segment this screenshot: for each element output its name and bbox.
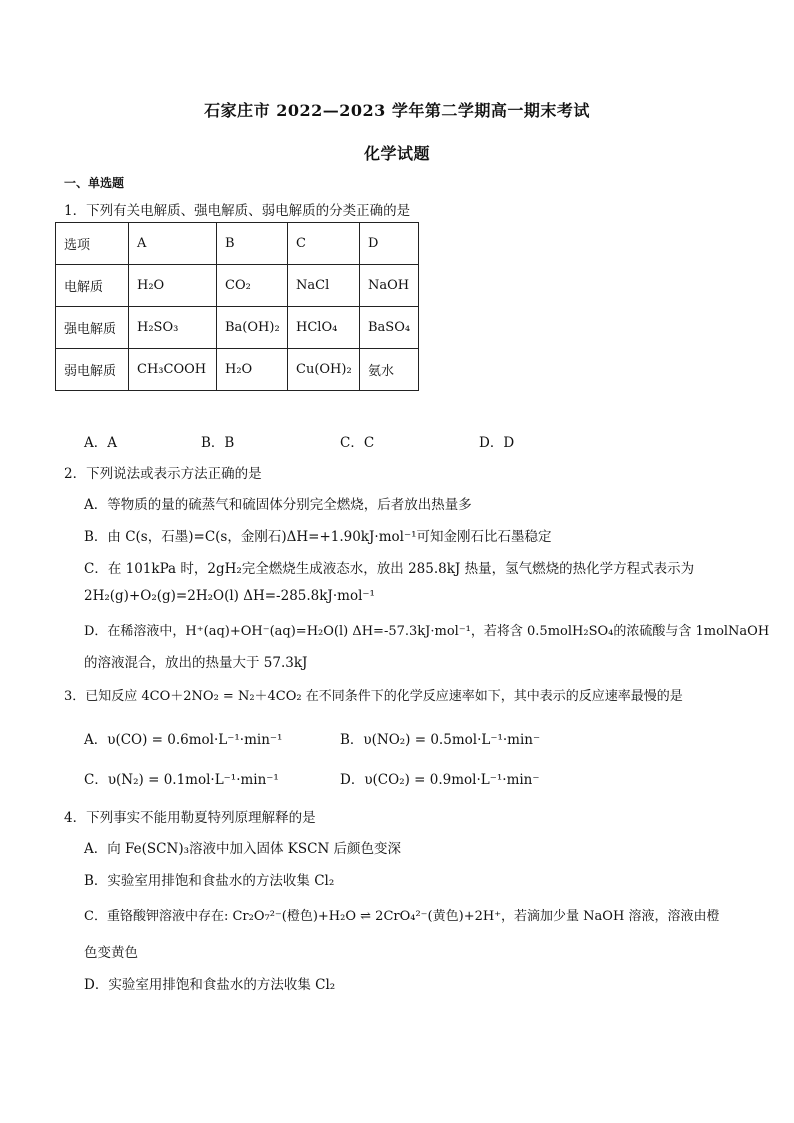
table-cell: H₂O bbox=[129, 265, 217, 307]
table-cell: NaCl bbox=[288, 265, 360, 307]
table-cell: CH₃COOH bbox=[129, 349, 217, 391]
table-row bbox=[56, 265, 419, 307]
table-cell: HClO₄ bbox=[288, 307, 360, 349]
table-cell: A bbox=[129, 223, 217, 265]
exam-subtitle: 化学试题 bbox=[363, 144, 430, 163]
classification-table bbox=[55, 222, 419, 391]
question-1-option-a: A．A bbox=[84, 435, 117, 451]
question-4-option-a: A．向 Fe(SCN)₃溶液中加入固体 KSCN 后颜色变深 bbox=[84, 841, 402, 857]
table-cell: B bbox=[217, 223, 288, 265]
question-2-option-d-cont: 的溶液混合，放出的热量大于 57.3kJ bbox=[84, 655, 308, 671]
table-cell: 氨水 bbox=[360, 349, 419, 391]
question-3-option-a: A．υ(CO) = 0.6mol·L⁻¹·min⁻¹ bbox=[84, 732, 283, 748]
question-4-option-d: D．实验室用排饱和食盐水的方法收集 Cl₂ bbox=[84, 977, 336, 993]
table-row bbox=[56, 307, 419, 349]
table-cell: BaSO₄ bbox=[360, 307, 419, 349]
question-2-option-c: C．在 101kPa 时，2gH₂完全燃烧生成液态水，放出 285.8kJ 热量，氢气燃烧的热化学方程式表示为 bbox=[84, 561, 695, 577]
question-1-option-b: B．B bbox=[201, 435, 235, 451]
question-3-option-c: C．υ(N₂) = 0.1mol·L⁻¹·min⁻¹ bbox=[84, 772, 279, 788]
question-3-option-d: D．υ(CO₂) = 0.9mol·L⁻¹·min⁻ bbox=[340, 772, 540, 788]
question-2-option-a: A．等物质的量的硫蒸气和硫固体分别完全燃烧，后者放出热量多 bbox=[84, 497, 472, 513]
table-cell: H₂SO₃ bbox=[129, 307, 217, 349]
table-cell: NaOH bbox=[360, 265, 419, 307]
question-2-equation: 2H₂(g)+O₂(g)=2H₂O(l) ΔH=-285.8kJ·mol⁻¹ bbox=[84, 588, 375, 604]
table-cell: CO₂ bbox=[217, 265, 288, 307]
section-heading: 一、单选题 bbox=[64, 176, 125, 190]
question-4-option-b: B．实验室用排饱和食盐水的方法收集 Cl₂ bbox=[84, 873, 335, 889]
question-2-option-b: B．由 C(s，石墨)=C(s，金刚石)ΔH=+1.90kJ·mol⁻¹可知金刚石比石墨稳定 bbox=[84, 529, 552, 545]
table-cell: 选项 bbox=[56, 223, 129, 265]
question-4-option-c: C．重铬酸钾溶液中存在: Cr₂O₇²⁻(橙色)+H₂O ⇌ 2CrO₄²⁻(黄色)+2H⁺，若滴加少量 NaOH 溶液，溶液由橙 bbox=[84, 909, 720, 924]
table-row bbox=[56, 349, 419, 391]
question-3-option-b: B．υ(NO₂) = 0.5mol·L⁻¹·min⁻ bbox=[340, 732, 541, 748]
table-cell: Cu(OH)₂ bbox=[288, 349, 360, 391]
question-4-stem: 4．下列事实不能用勒夏特列原理解释的是 bbox=[64, 810, 316, 826]
exam-title: 石家庄市 2022—2023 学年第二学期高一期末考试 bbox=[204, 101, 590, 120]
table-cell: H₂O bbox=[217, 349, 288, 391]
question-4-option-c-cont: 色变黄色 bbox=[84, 945, 138, 961]
table-cell: 电解质 bbox=[56, 265, 129, 307]
question-3-stem: 3．已知反应 4CO＋2NO₂ = N₂＋4CO₂ 在不同条件下的化学反应速率如下，其中表示的反应速率最慢的是 bbox=[64, 689, 683, 704]
table-header-row bbox=[56, 223, 419, 265]
table-cell: 强电解质 bbox=[56, 307, 129, 349]
question-2-option-d: D．在稀溶液中，H⁺(aq)+OH⁻(aq)=H₂O(l) ΔH=-57.3kJ·mol⁻¹，若将含 0.5molH₂SO₄的浓硫酸与含 1molNaOH bbox=[84, 624, 770, 639]
question-1-stem: 1．下列有关电解质、强电解质、弱电解质的分类正确的是 bbox=[64, 203, 411, 219]
question-1-option-c: C．C bbox=[340, 435, 375, 451]
table-cell: 弱电解质 bbox=[56, 349, 129, 391]
table-cell: D bbox=[360, 223, 419, 265]
table-cell: C bbox=[288, 223, 360, 265]
question-1-option-d: D．D bbox=[479, 435, 515, 451]
question-2-stem: 2．下列说法或表示方法正确的是 bbox=[64, 466, 262, 482]
table-cell: Ba(OH)₂ bbox=[217, 307, 288, 349]
